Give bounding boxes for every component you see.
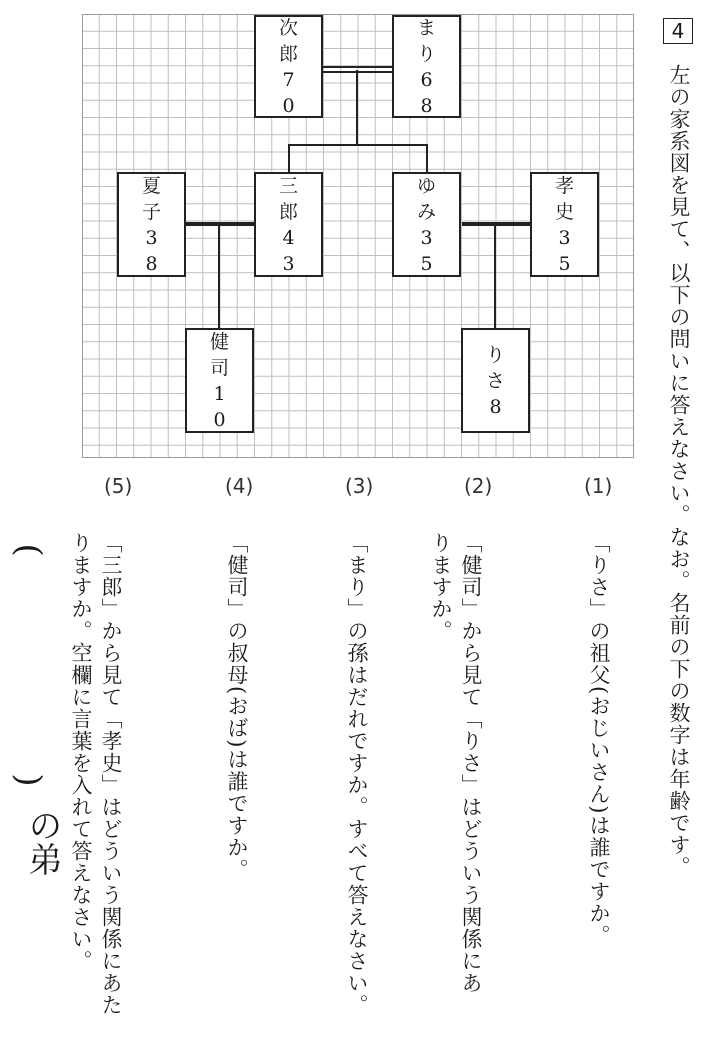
person-yumi: ゆ み 3 5 xyxy=(392,172,461,277)
child-line-kenji xyxy=(218,224,220,329)
marriage-line-jiro-mari-top xyxy=(321,66,393,68)
sub-question-label-4: (4) xyxy=(225,474,254,498)
person-jiro: 次 郎 7 0 xyxy=(254,15,323,118)
person-risa: り さ 8 xyxy=(461,328,530,433)
marriage-line-yumi-takashi xyxy=(462,222,532,226)
child-line-saburo xyxy=(288,144,290,172)
child-line-yumi xyxy=(426,144,428,172)
person-mari: ま り 6 8 xyxy=(392,15,461,118)
person-natsuko: 夏 子 3 8 xyxy=(117,172,186,277)
answer-open-paren: ( xyxy=(8,543,49,557)
question-instruction: 左の家系図を見て、以下の問いに答えなさい。なお。名前の下の数字は年齢です。 xyxy=(667,64,691,878)
sub-question-text-2: 「健司」から見て「りさ」はどういう関係にあ りますか。 xyxy=(429,532,483,994)
sub-question-label-3: (3) xyxy=(345,474,374,498)
sub-question-label-1: (1) xyxy=(584,474,613,498)
person-saburo: 三 郎 4 3 xyxy=(254,172,323,277)
sub-question-text-1: 「りさ」の祖父(おじいさん)は誰ですか。 xyxy=(587,532,611,947)
person-takashi: 孝 史 3 5 xyxy=(530,172,599,277)
question-number: 4 xyxy=(663,18,693,44)
answer-close-paren: ) xyxy=(8,773,49,787)
marriage-line-natsuko-saburo xyxy=(186,222,256,226)
child-line-risa xyxy=(494,224,496,329)
sub-question-text-4: 「健司」の叔母(おば)は誰ですか。 xyxy=(225,532,249,881)
children-branch-line xyxy=(288,144,428,146)
sub-question-text-5: 「三郎」から見て「孝史」はどういう関係にあた りますか。空欄に言葉を入れて答えなさい。 xyxy=(69,532,123,1016)
sub-question-label-5: (5) xyxy=(104,474,133,498)
person-kenji: 健 司 1 0 xyxy=(185,328,254,433)
sub-question-label-2: (2) xyxy=(464,474,493,498)
answer-suffix: の弟 xyxy=(22,808,62,876)
sub-question-text-3: 「まり」の孫はだれですか。すべて答えなさい。 xyxy=(345,532,369,1016)
child-drop-line xyxy=(356,70,358,145)
